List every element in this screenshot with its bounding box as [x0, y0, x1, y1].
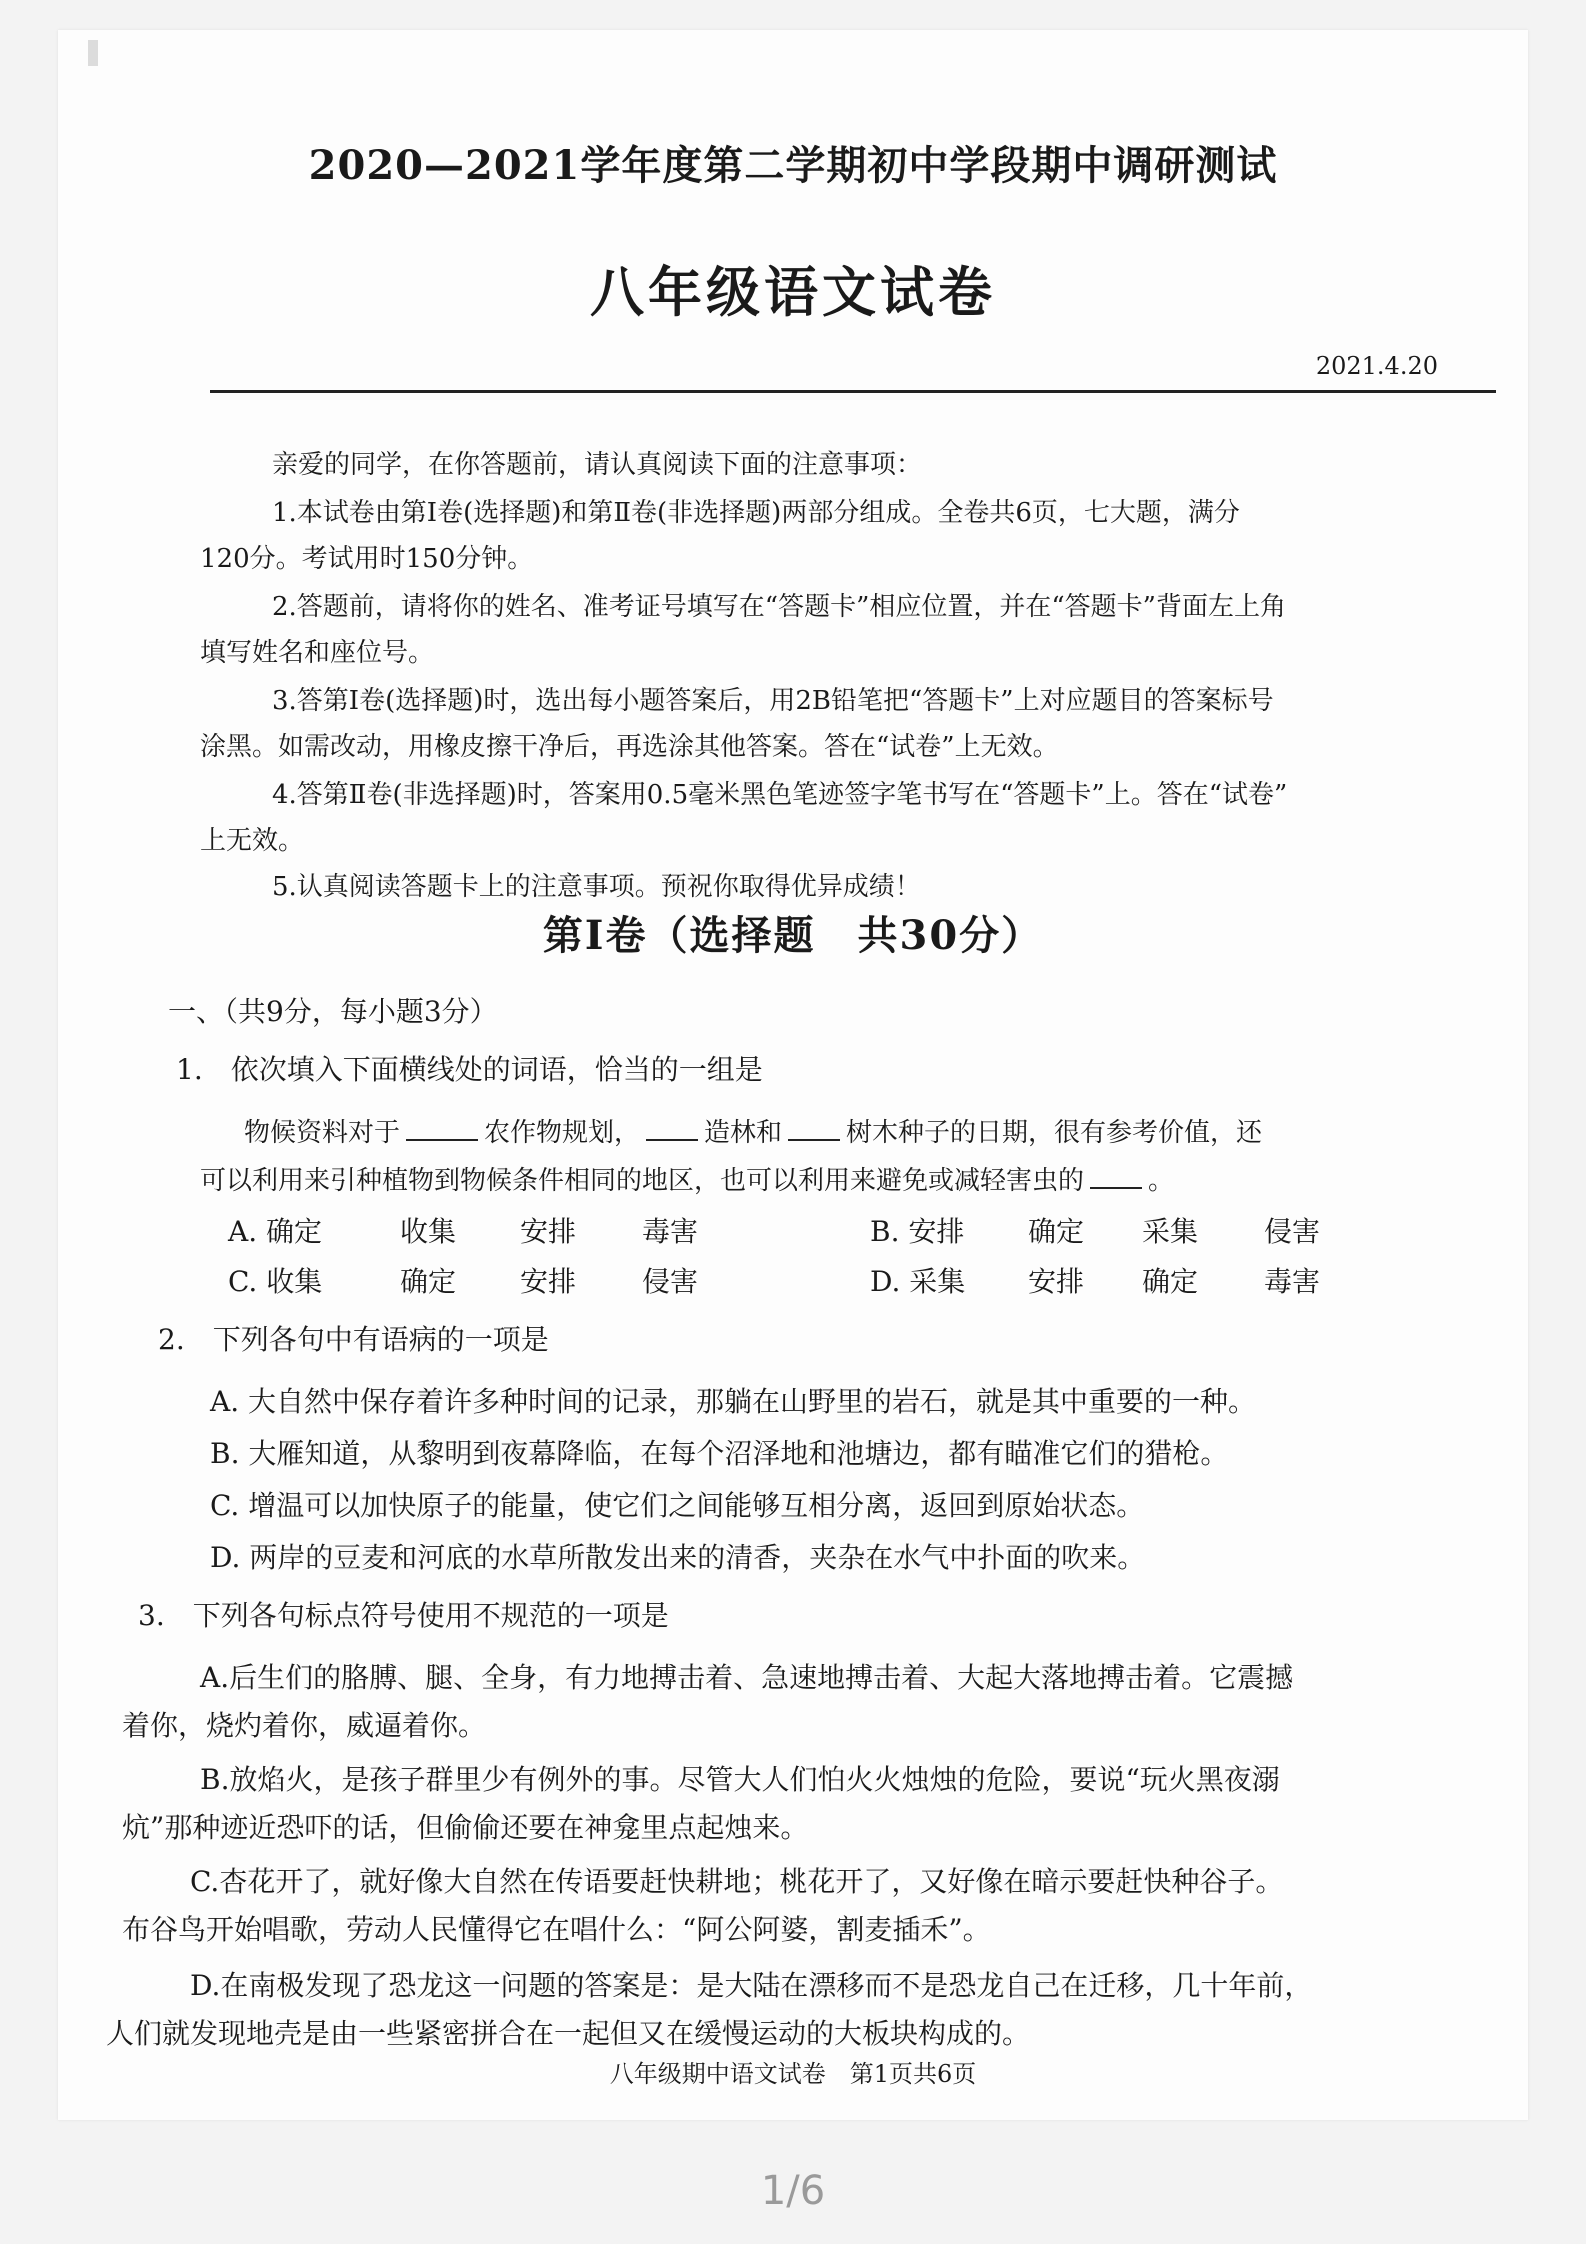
scan-artifact: [88, 40, 98, 66]
instruction-4: 4.答第Ⅱ卷(非选择题)时，答案用0.5毫米黑色笔迹签字笔书写在“答题卡”上。答在“试卷”: [272, 780, 1288, 810]
page-indicator: 1/6: [760, 2168, 826, 2214]
page-footer: 八年级期中语文试卷 第1页共6页: [609, 2060, 977, 2088]
q2-stem: 2. 下列各句中有语病的一项是: [158, 1323, 549, 1356]
exam-subtitle: 八年级语文试卷: [590, 260, 996, 324]
q1-option-b: B. 安排: [870, 1215, 965, 1248]
instruction-4-cont: 上无效。: [200, 826, 305, 856]
q3-option-c-cont: 布谷鸟开始唱歌，劳动人民懂得它在唱什么：“阿公阿婆，割麦插禾”。: [122, 1913, 991, 1946]
q3-option-a: A.后生们的胳膊、腿、全身，有力地搏击着、急速地搏击着、大起大落地搏击着。它震撼: [200, 1661, 1294, 1694]
q3-option-d: D.在南极发现了恐龙这一问题的答案是：是大陆在漂移而不是恐龙自己在迁移，几十年前，: [190, 1969, 1313, 2002]
q2-option-c: C. 增温可以加快原子的能量，使它们之间能够互相分离，返回到原始状态。: [210, 1489, 1145, 1522]
q1-passage-line2: [200, 1160, 1174, 1197]
q1-option-c-2: 确定: [400, 1265, 457, 1298]
q1-option-a-3: 安排: [520, 1215, 577, 1248]
instruction-1-cont: 120分。考试用时150分钟。: [200, 544, 534, 574]
q1-blank-1: [406, 1117, 478, 1141]
q1-option-c-4: 侵害: [642, 1265, 699, 1298]
q3-option-a-cont: 着你，烧灼着你，威逼着你。: [122, 1709, 487, 1742]
q1-option-a-4: 毒害: [642, 1215, 699, 1248]
instruction-2: 2.答题前，请将你的姓名、准考证号填写在“答题卡”相应位置，并在“答题卡”背面左上角: [272, 592, 1286, 622]
section-title: 第Ⅰ卷（选择题 共30分）: [542, 912, 1044, 959]
q1-option-b-4: 侵害: [1264, 1215, 1321, 1248]
exam-title: 2020—2021学年度第二学期初中学段期中调研测试: [308, 142, 1278, 189]
exam-date: 2021.4.20: [1315, 352, 1438, 380]
q1-stem: 1. 依次填入下面横线处的词语，恰当的一组是: [176, 1053, 763, 1086]
instruction-2-cont: 填写姓名和座位号。: [200, 638, 435, 668]
q1-blank-4: [1090, 1165, 1142, 1189]
q1-option-c: C. 收集: [228, 1265, 323, 1298]
q1-blank-2: [646, 1117, 698, 1141]
q1-option-b-2: 确定: [1028, 1215, 1085, 1248]
q2-option-d: D. 两岸的豆麦和河底的水草所散发出来的清香，夹杂在水气中扑面的吹来。: [210, 1541, 1146, 1574]
q1-option-d-4: 毒害: [1264, 1265, 1321, 1298]
q2-option-b: B. 大雁知道，从黎明到夜幕降临，在每个沼泽地和池塘边，都有瞄准它们的猎枪。: [210, 1437, 1229, 1470]
instruction-3-cont: 涂黑。如需改动，用橡皮擦干净后，再选涂其他答案。答在“试卷”上无效。: [200, 732, 1059, 762]
q3-option-b-cont: 炕”那种迹近恐吓的话，但偷偷还要在神龛里点起烛来。: [122, 1811, 809, 1844]
q1-option-d-2: 安排: [1028, 1265, 1085, 1298]
instruction-5: 5.认真阅读答题卡上的注意事项。预祝你取得优异成绩！: [272, 872, 921, 902]
q3-option-d-cont: 人们就发现地壳是由一些紧密拼合在一起但又在缓慢运动的大板块构成的。: [106, 2017, 1031, 2050]
q1-option-d-3: 确定: [1142, 1265, 1199, 1298]
q1-blank-3: [788, 1117, 840, 1141]
q1-text-b: 农作物规划，: [484, 1118, 641, 1148]
q1-text-f: 。: [1148, 1166, 1175, 1196]
q3-option-b: B.放焰火，是孩子群里少有例外的事。尽管大人们怕火火烛烛的危险，要说“玩火黑夜溺: [200, 1763, 1280, 1796]
q1-option-b-3: 采集: [1142, 1215, 1199, 1248]
q3-option-c: C.杏花开了，就好像大自然在传语要赶快耕地；桃花开了，又好像在暗示要赶快种谷子。: [190, 1865, 1284, 1898]
header-divider: [210, 390, 1496, 393]
instruction-1: 1.本试卷由第Ⅰ卷(选择题)和第Ⅱ卷(非选择题)两部分组成。全卷共6页，七大题，满分: [272, 498, 1240, 528]
q1-text-c: 造林和: [704, 1118, 783, 1148]
q1-option-a: A. 确定: [228, 1215, 323, 1248]
q1-passage-line1: [244, 1112, 1262, 1149]
q1-option-a-2: 收集: [400, 1215, 457, 1248]
exam-page: [58, 30, 1528, 2120]
instruction-3: 3.答第Ⅰ卷(选择题)时，选出每小题答案后，用2B铅笔把“答题卡”上对应题目的答案标号: [272, 686, 1274, 716]
q1-text-e: 可以利用来引种植物到物候条件相同的地区，也可以利用来避免或减轻害虫的: [200, 1166, 1085, 1196]
q1-text-d: 树木种子的日期，很有参考价值，还: [846, 1118, 1263, 1148]
part1-header: 一、（共9分，每小题3分）: [168, 995, 498, 1028]
q1-text-a: 物候资料对于: [244, 1118, 401, 1148]
instructions-greeting: 亲爱的同学，在你答题前，请认真阅读下面的注意事项：: [272, 450, 923, 480]
q2-option-a: A. 大自然中保存着许多种时间的记录，那躺在山野里的岩石，就是其中重要的一种。: [210, 1385, 1257, 1418]
q1-option-c-3: 安排: [520, 1265, 577, 1298]
q1-option-d: D. 采集: [870, 1265, 966, 1298]
q3-stem: 3. 下列各句标点符号使用不规范的一项是: [138, 1599, 669, 1632]
